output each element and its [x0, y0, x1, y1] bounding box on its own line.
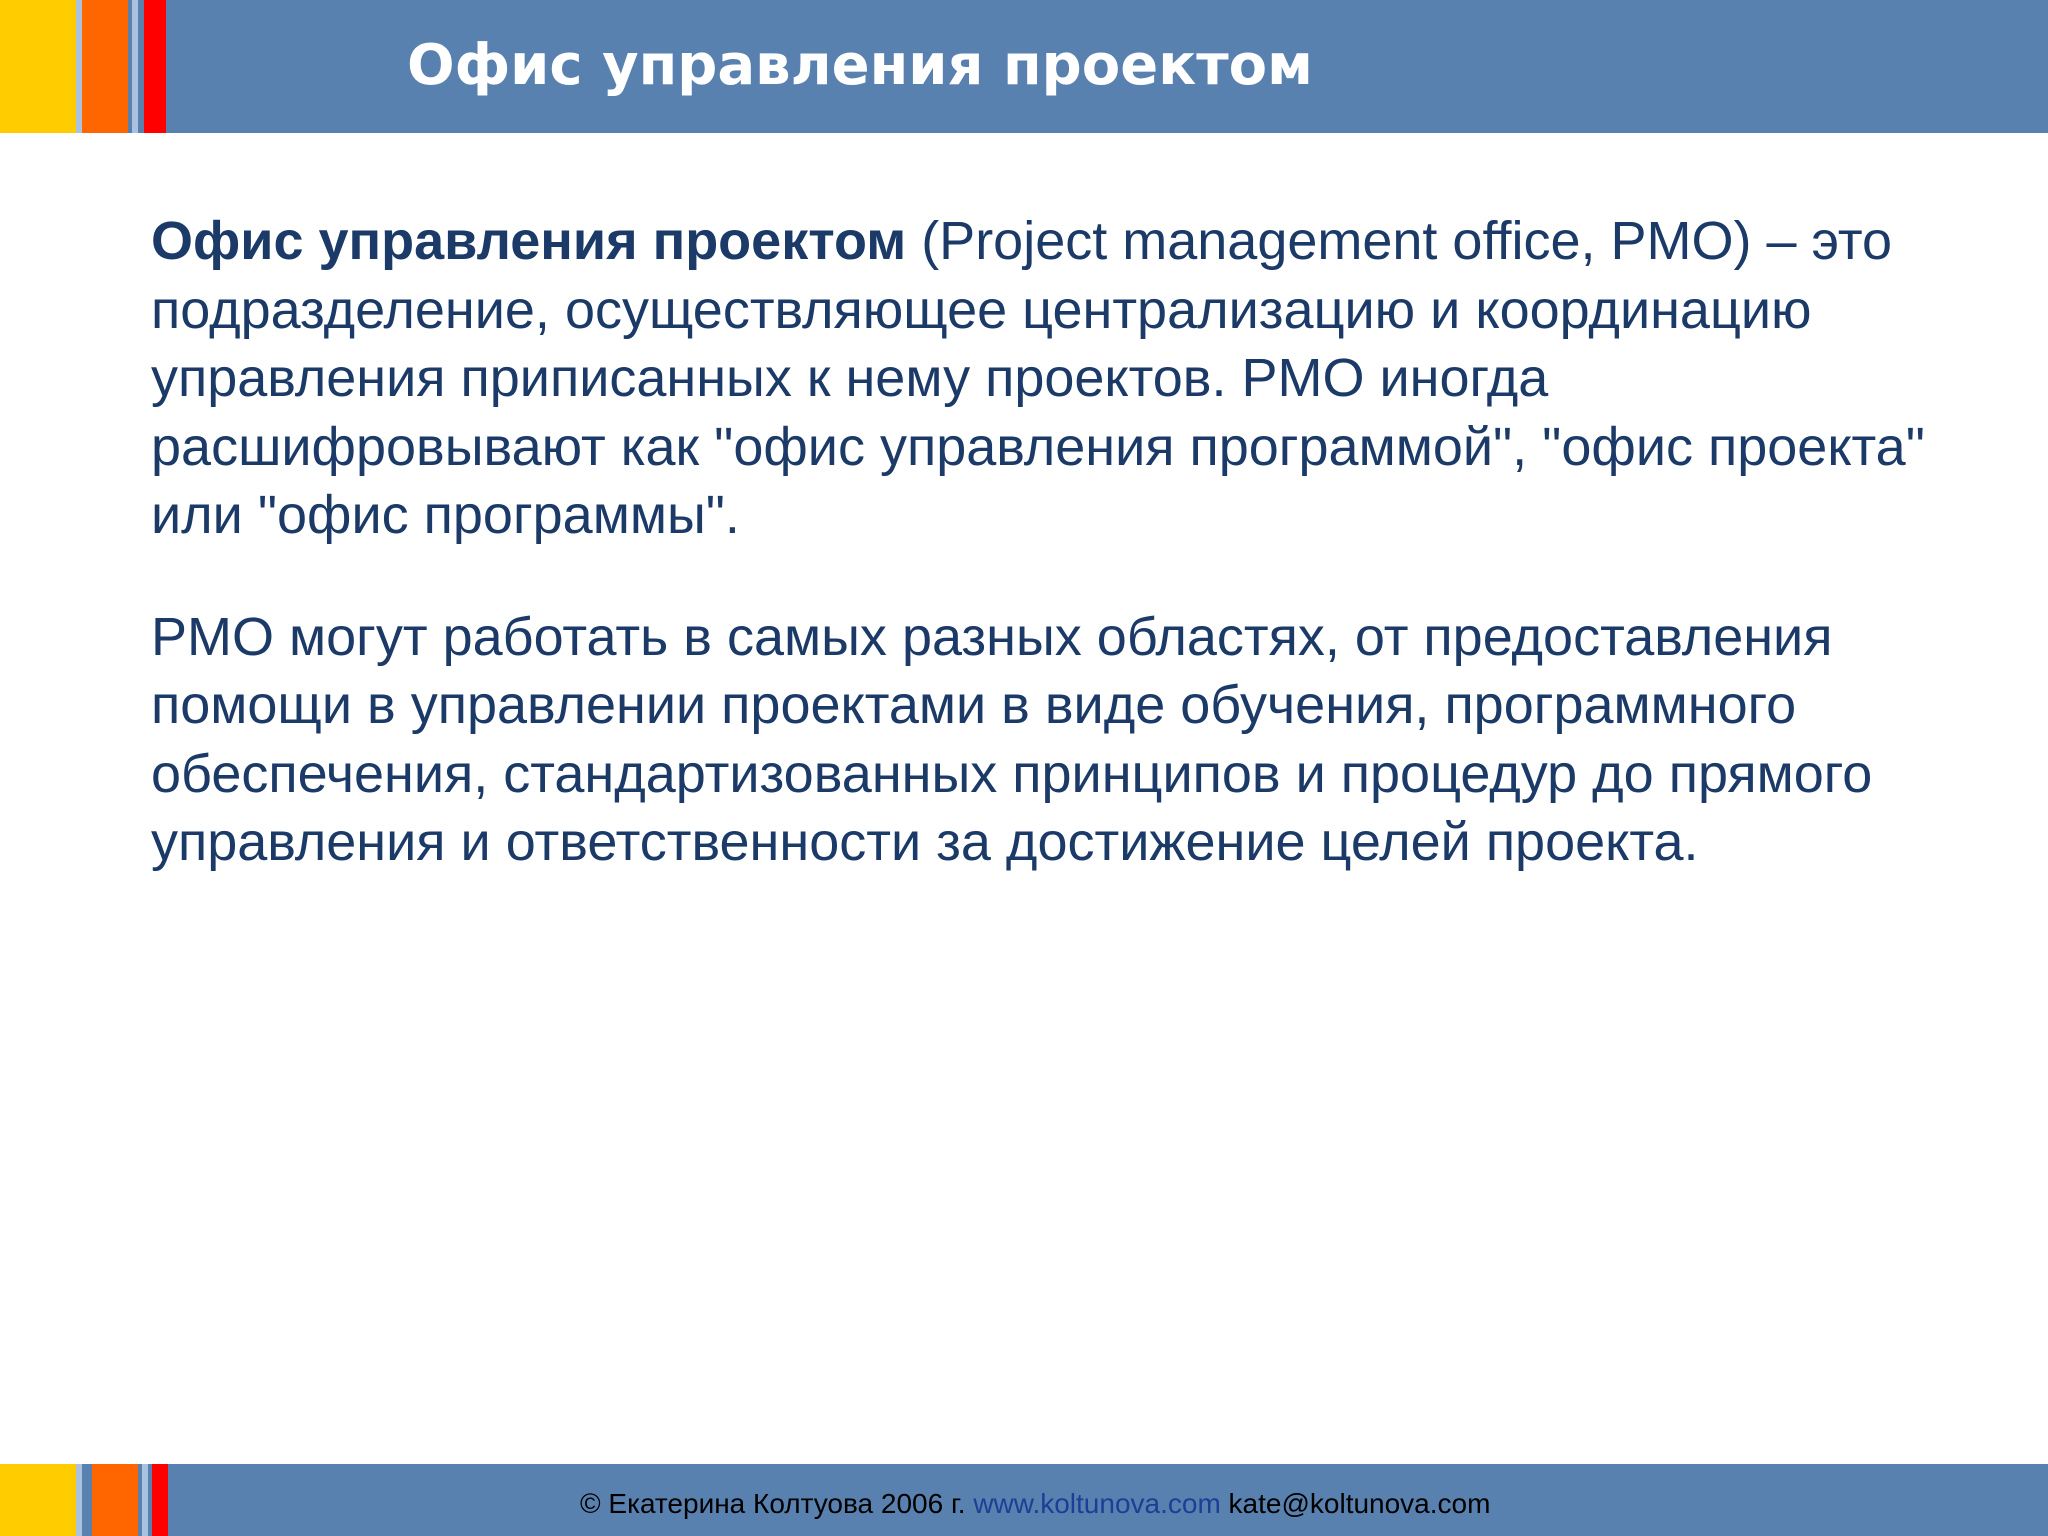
header-stripe-orange: [82, 0, 128, 133]
footer-stripe-orange: [92, 1464, 138, 1536]
footer-website-link[interactable]: www.koltunova.com: [973, 1488, 1221, 1519]
header-stripe-red: [144, 0, 166, 133]
footer-stripe-red: [152, 1464, 168, 1536]
footer-stripe-yellow: [0, 1464, 76, 1536]
header-stripe-yellow: [0, 0, 76, 133]
slide-content: [151, 207, 2011, 877]
footer-credits: [580, 1488, 1490, 1520]
footer-stripe-light-2: [142, 1464, 148, 1536]
footer-email[interactable]: kate@koltunova.com: [1228, 1488, 1491, 1519]
definition-term: Офис управления проектом: [151, 211, 907, 271]
footer-copyright: © Екатерина Колтуова 2006 г.: [580, 1488, 966, 1519]
header-stripe-light-2: [132, 0, 138, 133]
scope-paragraph: PMO могут работать в самых разных областях, от предоставления помощи в управлении проектами в виде обучения, программного обеспечения, стандартизованных принципов и процедур до прямого управления и ответственности за достижение целей проекта.: [151, 606, 1873, 872]
definition-paragraph: [151, 207, 2011, 550]
footer-stripe-light: [76, 1464, 82, 1536]
definition-text: (Project management office, PMO) – это подразделение, осуществляющее централизацию и координацию управления приписанных к нему проектов. PMO иногда расшифровывают как "офис управления программой", "офис проекта" или "офис программы".: [151, 211, 1925, 545]
slide-title: Офис управления проектом: [407, 33, 1313, 98]
